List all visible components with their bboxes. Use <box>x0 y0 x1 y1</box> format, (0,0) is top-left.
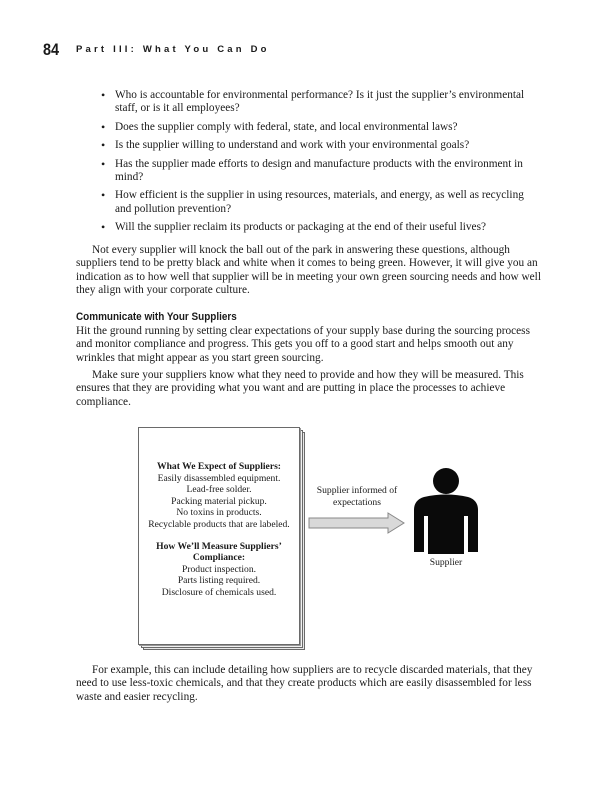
body-paragraph: Make sure your suppliers know what they need to provide and how they will be measured. This ensures that they are providing what you want and are putting in place the processes to achieve compliance. <box>76 369 524 408</box>
page-number: 84 <box>43 40 60 59</box>
expectations-title: What We Expect of Suppliers: <box>156 461 281 472</box>
expectation-item: Easily disassembled equipment. <box>157 472 281 484</box>
body-paragraph: Not every supplier will knock the ball out of the park in answering these questions, although suppliers tend to be pretty black and white when it comes to being green. However, it will give you an indication as to how well that supplier will be in meeting your own green sourcing needs and how well they align with your corporate culture. <box>76 244 541 297</box>
body-paragraph: Hit the ground running by setting clear expectations of your supply base during the sourcing process and monitor compliance and progress. This gets you off to a good start and helps smooth out any wrinkles that might appear as you start green sourcing. <box>76 325 530 364</box>
expectation-item: Lead-free solder. <box>186 484 252 496</box>
right-arrow-icon <box>308 512 406 534</box>
measurement-item: Disclosure of chemicals used. <box>161 586 277 598</box>
expectations-document <box>138 427 304 649</box>
list-item: • Has the supplier made efforts to design and manufacture products with the environment in mind? <box>100 158 540 185</box>
list-item: • Will the supplier reclaim its products or packaging at the end of their useful lives? <box>100 221 540 234</box>
section-heading: Communicate with Your Suppliers <box>76 311 237 323</box>
document-text <box>143 461 295 599</box>
list-item: • Is the supplier willing to understand and work with your environmental goals? <box>100 139 540 152</box>
measurement-item: Parts listing required. <box>177 575 261 587</box>
expectation-item: No toxins in products. <box>176 507 262 519</box>
body-paragraph: For example, this can include detailing how suppliers are to recycle discarded materials, that they need to use less-toxic chemicals, and that they create products which are easily disassembled for less waste and easier recycling. <box>76 664 533 703</box>
list-item: • How efficient is the supplier in using resources, materials, and energy, as well as recycling and pollution prevention? <box>100 189 540 216</box>
supplier-person-icon <box>412 466 480 556</box>
list-item: • Who is accountable for environmental performance? Is it just the supplier’s environmental staff, or is it all employees? <box>100 89 540 116</box>
running-head: Part III: What You Can Do <box>76 44 270 55</box>
question-list <box>100 89 540 240</box>
document-sheet-front <box>138 427 300 645</box>
list-item: • Does the supplier comply with federal, state, and local environmental laws? <box>100 121 540 134</box>
measurement-title: How We’ll Measure Suppliers’ Compliance: <box>156 540 282 564</box>
measurement-item: Product inspection. <box>181 563 257 575</box>
arrow-label: Supplier informed of expectations <box>316 485 398 508</box>
expectation-item: Recyclable products that are labeled. <box>148 518 290 530</box>
expectation-item: Packing material pickup. <box>171 495 267 507</box>
supplier-label: Supplier <box>429 557 463 568</box>
